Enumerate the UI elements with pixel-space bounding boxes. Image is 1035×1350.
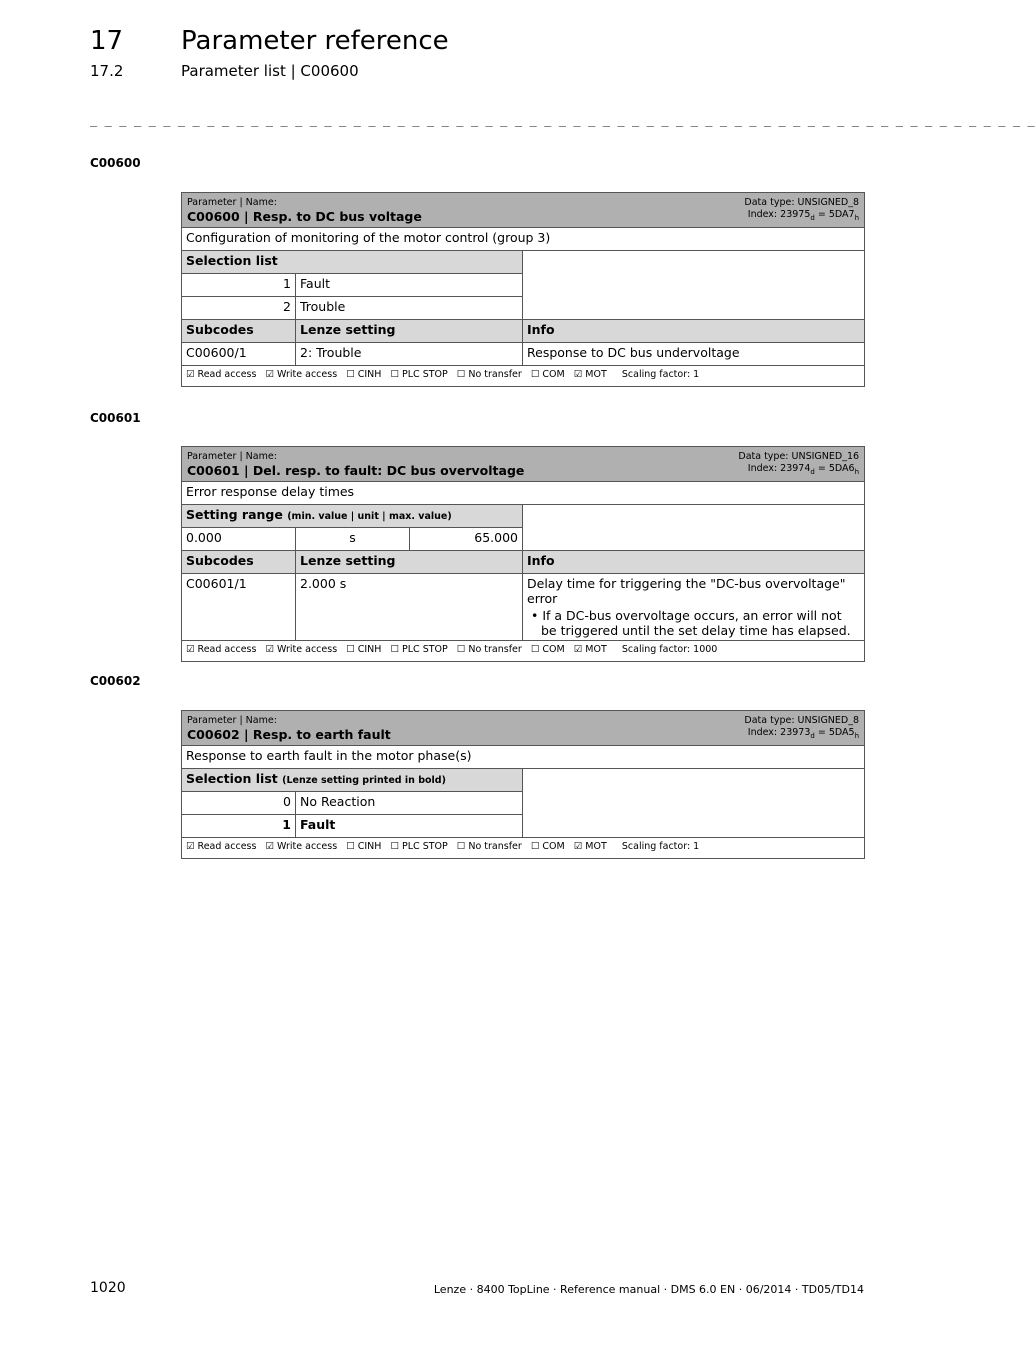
param-description: Error response delay times bbox=[182, 482, 865, 505]
selection-list-title: Selection list bbox=[182, 251, 523, 274]
access-flags: ☑ Read access ☑ Write access ☐ CINH ☐ PLC STOP ☐ No transfer ☐ COM ☑ MOT Scaling factor: 1 bbox=[182, 366, 865, 387]
param-name: C00602 | Resp. to earth fault bbox=[187, 727, 391, 742]
param-header bbox=[182, 193, 865, 228]
range-max: 65.000 bbox=[410, 528, 523, 551]
lenze-setting: 2: Trouble bbox=[296, 343, 523, 366]
param-heading-c00601: C00601 bbox=[90, 411, 141, 425]
param-table-c00600 bbox=[181, 192, 865, 387]
info: Delay time for triggering the "DC-bus overvoltage" error bbox=[527, 576, 846, 606]
info-bullet: • If a DC-bus overvoltage occurs, an error will not be triggered until the set delay time has elapsed. bbox=[531, 608, 851, 638]
data-type: Data type: UNSIGNED_8 bbox=[744, 715, 860, 726]
section-number: 17.2 bbox=[90, 62, 124, 80]
empty-cell bbox=[523, 251, 865, 320]
col-lenze-setting: Lenze setting bbox=[296, 551, 523, 574]
info: Response to DC bus undervoltage bbox=[523, 343, 865, 366]
param-table-c00601 bbox=[181, 446, 865, 662]
selection-value: 1 bbox=[182, 274, 296, 297]
param-name: C00601 | Del. resp. to fault: DC bus overvoltage bbox=[187, 463, 525, 478]
col-info: Info bbox=[523, 551, 865, 574]
setting-range-title: Setting range (min. value | unit | max. value) bbox=[182, 505, 523, 528]
param-name-label: Parameter | Name: bbox=[187, 715, 277, 726]
param-index: Index: $23974_d = 5DA6_h$ bbox=[747, 463, 860, 476]
param-description: Response to earth fault in the motor phase(s) bbox=[182, 746, 865, 769]
subcode: C00600/1 bbox=[182, 343, 296, 366]
param-heading-c00602: C00602 bbox=[90, 674, 141, 688]
col-subcodes: Subcodes bbox=[182, 551, 296, 574]
chapter-title: Parameter reference bbox=[181, 26, 449, 56]
param-table-c00602 bbox=[181, 710, 865, 859]
range-min: 0.000 bbox=[182, 528, 296, 551]
selection-value: 1 bbox=[182, 815, 296, 838]
selection-label: Fault bbox=[296, 274, 523, 297]
param-name: C00600 | Resp. to DC bus voltage bbox=[187, 209, 422, 224]
col-subcodes: Subcodes bbox=[182, 320, 296, 343]
param-description: Configuration of monitoring of the motor control (group 3) bbox=[182, 228, 865, 251]
lenze-setting: 2.000 s bbox=[296, 574, 523, 641]
dashed-separator: _ _ _ _ _ _ _ _ _ _ _ _ _ _ _ _ _ _ _ _ _ _ _ _ _ _ _ _ _ _ _ _ _ _ _ _ _ _ _ _ _ _ _ _ _ _ _ _ _ _ _ _ _ _ _ _ _ _ _ _ _ _ _ _ _ bbox=[90, 113, 1035, 127]
param-index: Index: $23973_d = 5DA5_h$ bbox=[747, 727, 860, 740]
section-title: Parameter list | C00600 bbox=[181, 62, 359, 80]
selection-note: (Lenze setting printed in bold) bbox=[282, 775, 446, 786]
selection-value: 0 bbox=[182, 792, 296, 815]
access-flags: ☑ Read access ☑ Write access ☐ CINH ☐ PLC STOP ☐ No transfer ☐ COM ☑ MOT Scaling factor: 1000 bbox=[182, 641, 865, 662]
range-unit: s bbox=[296, 528, 410, 551]
page-number: 1020 bbox=[90, 1280, 126, 1296]
selection-label: No Reaction bbox=[296, 792, 523, 815]
param-name-label: Parameter | Name: bbox=[187, 451, 277, 462]
chapter-number: 17 bbox=[90, 26, 124, 56]
param-header bbox=[182, 447, 865, 482]
subcode: C00601/1 bbox=[182, 574, 296, 641]
data-type: Data type: UNSIGNED_16 bbox=[738, 451, 860, 462]
selection-value: 2 bbox=[182, 297, 296, 320]
col-lenze-setting: Lenze setting bbox=[296, 320, 523, 343]
param-index: Index: $23975_d = 5DA7_h$ bbox=[747, 209, 860, 222]
empty-cell bbox=[523, 505, 865, 551]
empty-cell bbox=[523, 769, 865, 838]
document-info: Lenze · 8400 TopLine · Reference manual · DMS 6.0 EN · 06/2014 · TD05/TD14 bbox=[433, 1283, 864, 1296]
selection-label: Fault bbox=[296, 815, 523, 838]
setting-range-note: (min. value | unit | max. value) bbox=[287, 511, 452, 522]
selection-list-title: Selection list (Lenze setting printed in bold) bbox=[182, 769, 523, 792]
info-cell bbox=[523, 574, 865, 641]
col-info: Info bbox=[523, 320, 865, 343]
param-header bbox=[182, 711, 865, 746]
param-heading-c00600: C00600 bbox=[90, 156, 141, 170]
access-flags: ☑ Read access ☑ Write access ☐ CINH ☐ PLC STOP ☐ No transfer ☐ COM ☑ MOT Scaling factor: 1 bbox=[182, 838, 865, 859]
data-type: Data type: UNSIGNED_8 bbox=[744, 197, 860, 208]
param-name-label: Parameter | Name: bbox=[187, 197, 277, 208]
selection-label: Trouble bbox=[296, 297, 523, 320]
